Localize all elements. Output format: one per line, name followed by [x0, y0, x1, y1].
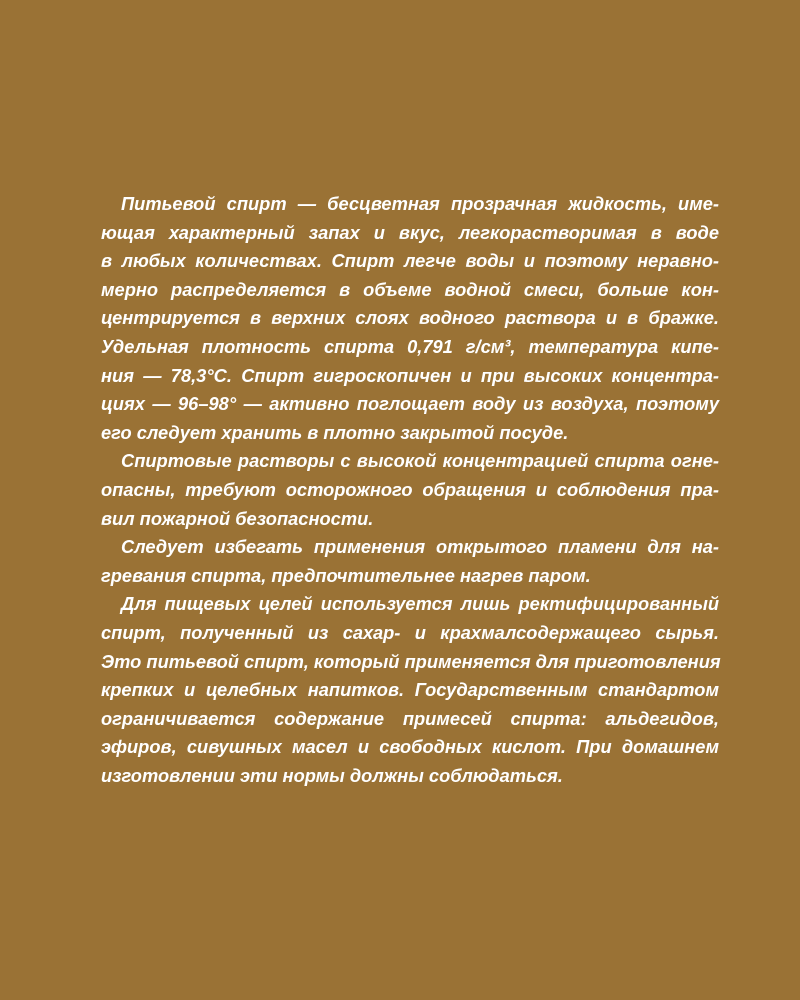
text-line: эфиров, сивушных масел и свободных кислот. При домашнем — [101, 736, 719, 758]
text-line: Для пищевых целей используется лишь ректифицированный — [121, 593, 719, 615]
paragraph-2 — [101, 447, 719, 533]
text-line: спирт, полученный из сахар- и крахмалсодержащего сырья. — [101, 621, 719, 643]
paragraph-3 — [101, 533, 719, 590]
text-line: ограничивается содержание примесей спирта: альдегидов, — [101, 707, 719, 729]
text-line: Спиртовые растворы с высокой концентрацией спирта огне- — [121, 450, 719, 472]
text-line: изготовлении эти нормы должны соблюдаться. — [101, 764, 563, 786]
paragraph-4 — [101, 590, 719, 790]
text-line: гревания спирта, предпочтительнее нагрев паром. — [101, 564, 591, 586]
text-line: Следует избегать применения открытого пламени для на- — [121, 536, 719, 558]
text-line: циях — 96–98° — активно поглощает воду из воздуха, поэтому — [101, 393, 719, 415]
text-line: крепких и целебных напитков. Государственным стандартом — [101, 679, 719, 701]
paragraph-1 — [101, 190, 719, 447]
text-line: вил пожарной безопасности. — [101, 507, 374, 529]
text-line: Удельная плотность спирта 0,791 г/см³, температура кипе- — [101, 335, 719, 357]
text-line: ния — 78,3°С. Спирт гигроскопичен и при высоких концентра- — [101, 364, 719, 386]
text-line: его следует хранить в плотно закрытой посуде. — [101, 421, 569, 443]
text-line: Питьевой спирт — бесцветная прозрачная жидкость, име- — [121, 193, 719, 214]
text-line: Это питьевой спирт, который применяется для приготовления — [101, 650, 721, 672]
text-line: опасны, требуют осторожного обращения и соблюдения пра- — [101, 478, 719, 500]
text-line: ющая характерный запах и вкус, легкорастворимая в воде — [101, 221, 719, 243]
text-line: центрируется в верхних слоях водного раствора и в бражке. — [101, 307, 719, 329]
text-line: в любых количествах. Спирт легче воды и поэтому неравно- — [101, 250, 719, 272]
text-line: мерно распределяется в объеме водной смеси, больше кон- — [101, 278, 719, 300]
document-page — [101, 190, 719, 790]
